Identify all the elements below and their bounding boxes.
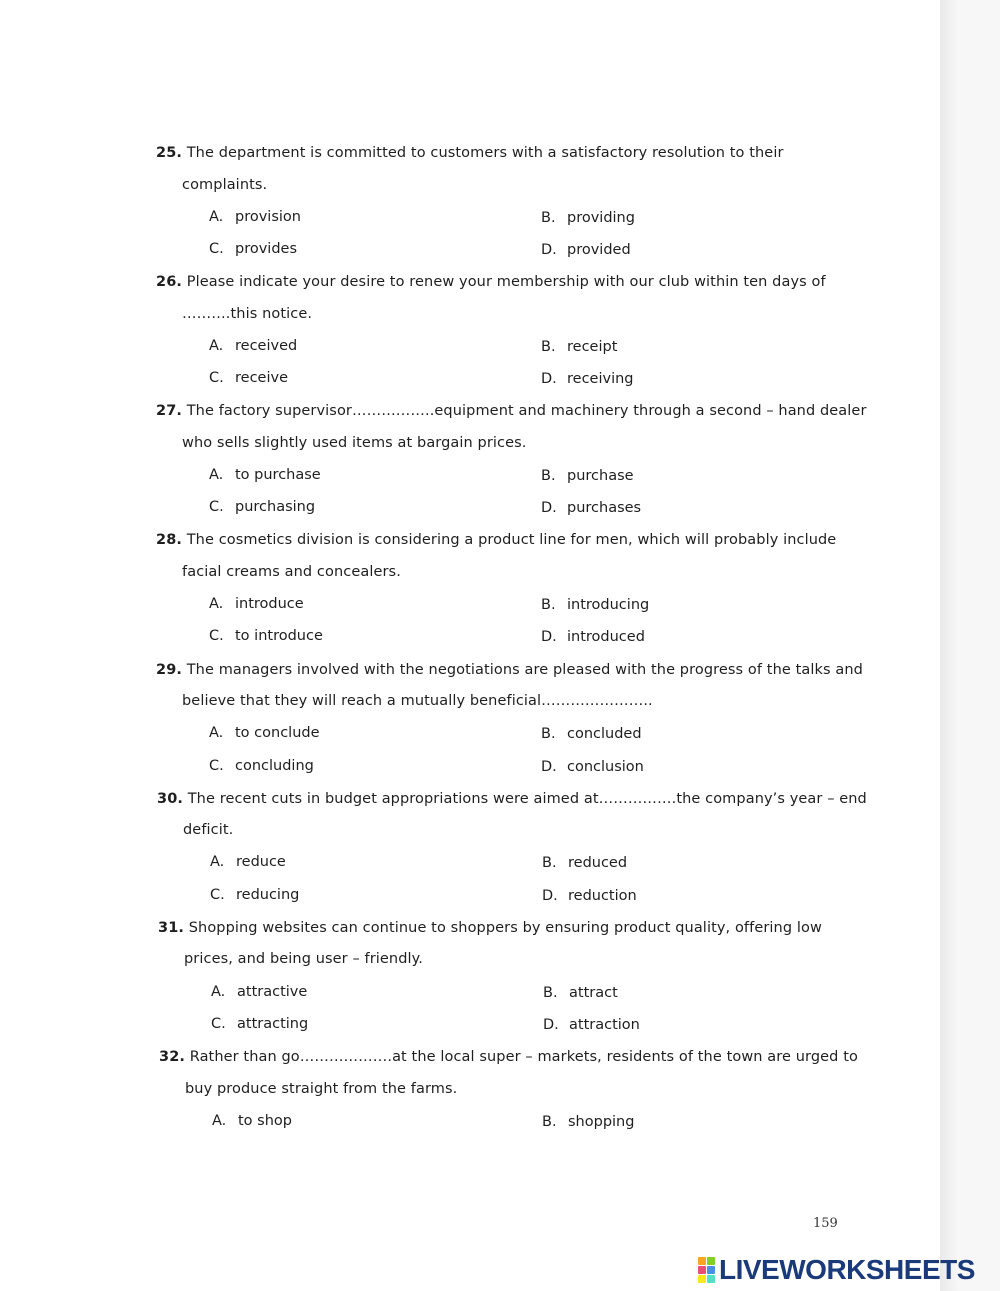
- option-text: introduce: [235, 596, 304, 612]
- option-text: purchase: [567, 468, 634, 484]
- option-text: to conclude: [235, 725, 320, 741]
- option-letter: B.: [541, 726, 556, 742]
- page-number: 159: [813, 1216, 838, 1231]
- question-line-2: complaints.: [182, 177, 268, 193]
- question-line-1: Please indicate your desire to renew your membership with our club within ten days of: [186, 274, 826, 290]
- page-edge-shadow: [940, 0, 1000, 1291]
- question-text: [156, 274, 826, 290]
- question-line-2: prices, and being user – friendly.: [184, 951, 423, 967]
- logo-square: [698, 1257, 706, 1265]
- option-letter: A.: [209, 209, 224, 225]
- question-number: 28.: [156, 532, 182, 548]
- question-number: 30.: [157, 791, 183, 807]
- option-c[interactable]: [210, 887, 299, 903]
- option-d[interactable]: [543, 1017, 640, 1033]
- question-text: [159, 1049, 858, 1065]
- question-line-1: The factory supervisor……………..equipment and machinery through a second – hand dealer: [186, 403, 867, 419]
- logo-square: [707, 1275, 715, 1283]
- option-letter: D.: [541, 759, 557, 775]
- option-text: received: [235, 338, 298, 354]
- option-text: provides: [235, 241, 298, 257]
- option-d[interactable]: [541, 629, 645, 645]
- question-text: [158, 920, 822, 936]
- question-line-1: Rather than go……………….at the local super – markets, residents of the town are urged to: [189, 1049, 858, 1065]
- option-text: reducing: [236, 887, 300, 903]
- liveworksheets-logo[interactable]: [698, 1255, 975, 1285]
- option-text: shopping: [568, 1114, 635, 1130]
- option-letter: B.: [541, 339, 556, 355]
- option-letter: B.: [541, 210, 556, 226]
- question-line-1: The managers involved with the negotiations are pleased with the progress of the talks and: [186, 662, 863, 678]
- option-b[interactable]: [543, 985, 618, 1001]
- option-d[interactable]: [541, 242, 631, 258]
- question-line-2: facial creams and concealers.: [182, 564, 401, 580]
- option-a[interactable]: [209, 467, 321, 483]
- option-letter: B.: [542, 855, 557, 871]
- option-text: introducing: [567, 597, 650, 613]
- option-text: to introduce: [235, 628, 323, 644]
- option-a[interactable]: [211, 984, 307, 1000]
- option-letter: D.: [541, 500, 557, 516]
- option-letter: D.: [542, 888, 558, 904]
- logo-text: LIVEWORKSHEETS: [719, 1254, 975, 1285]
- option-d[interactable]: [541, 371, 634, 387]
- option-text: attract: [569, 985, 618, 1001]
- option-text: to shop: [238, 1113, 292, 1129]
- option-letter: C.: [209, 370, 224, 386]
- option-text: conclusion: [567, 759, 644, 775]
- option-letter: A.: [209, 467, 224, 483]
- option-letter: C.: [210, 887, 225, 903]
- option-c[interactable]: [211, 1016, 308, 1032]
- question-line-2: deficit.: [183, 822, 234, 838]
- question-number: 25.: [156, 145, 182, 161]
- option-text: attracting: [237, 1016, 309, 1032]
- option-text: reduced: [568, 855, 628, 871]
- option-b[interactable]: [542, 855, 627, 871]
- option-text: reduction: [568, 888, 637, 904]
- question-number: 32.: [159, 1049, 185, 1065]
- option-a[interactable]: [212, 1113, 292, 1129]
- option-d[interactable]: [541, 500, 641, 516]
- option-letter: A.: [209, 338, 224, 354]
- option-letter: C.: [209, 241, 224, 257]
- option-b[interactable]: [542, 1114, 634, 1130]
- question-line-2: ……….this notice.: [182, 306, 313, 322]
- question-text: [157, 791, 867, 807]
- question-line-2: who sells slightly used items at bargain prices.: [182, 435, 527, 451]
- logo-square: [698, 1275, 706, 1283]
- option-b[interactable]: [541, 339, 617, 355]
- option-text: introduced: [567, 629, 645, 645]
- option-d[interactable]: [542, 888, 637, 904]
- option-text: provision: [235, 209, 301, 225]
- question-line-2: believe that they will reach a mutually beneficial…………………..: [182, 693, 653, 709]
- option-letter: C.: [209, 499, 224, 515]
- option-letter: D.: [541, 242, 557, 258]
- question-text: [156, 662, 863, 678]
- option-letter: B.: [543, 985, 558, 1001]
- option-letter: A.: [209, 596, 224, 612]
- option-d[interactable]: [541, 759, 644, 775]
- option-text: concluding: [235, 758, 314, 774]
- option-a[interactable]: [209, 596, 304, 612]
- option-c[interactable]: [209, 370, 288, 386]
- option-text: to purchase: [235, 467, 321, 483]
- option-letter: D.: [541, 629, 557, 645]
- option-letter: A.: [209, 725, 224, 741]
- option-b[interactable]: [541, 468, 634, 484]
- option-letter: C.: [209, 628, 224, 644]
- option-letter: B.: [541, 468, 556, 484]
- option-text: receipt: [567, 339, 618, 355]
- option-text: concluded: [567, 726, 642, 742]
- option-letter: C.: [209, 758, 224, 774]
- option-text: attractive: [237, 984, 308, 1000]
- option-letter: B.: [541, 597, 556, 613]
- option-text: purchases: [567, 500, 642, 516]
- option-b[interactable]: [541, 597, 649, 613]
- option-a[interactable]: [209, 209, 301, 225]
- option-a[interactable]: [209, 338, 297, 354]
- logo-square: [707, 1257, 715, 1265]
- option-letter: D.: [541, 371, 557, 387]
- option-text: receiving: [567, 371, 634, 387]
- option-c[interactable]: [209, 241, 297, 257]
- question-line-1: Shopping websites can continue to shoppers by ensuring product quality, offering low: [188, 920, 822, 936]
- option-letter: A.: [212, 1113, 227, 1129]
- option-text: providing: [567, 210, 635, 226]
- option-letter: A.: [211, 984, 226, 1000]
- option-a[interactable]: [210, 854, 286, 870]
- question-number: 27.: [156, 403, 182, 419]
- option-text: receive: [235, 370, 288, 386]
- option-letter: A.: [210, 854, 225, 870]
- question-number: 31.: [158, 920, 184, 936]
- option-c[interactable]: [209, 628, 323, 644]
- logo-square: [698, 1266, 706, 1274]
- question-number: 29.: [156, 662, 182, 678]
- question-line-1: The cosmetics division is considering a product line for men, which will probably include: [186, 532, 837, 548]
- logo-mark-icon: [698, 1257, 715, 1283]
- question-text: [156, 532, 836, 548]
- option-text: purchasing: [235, 499, 316, 515]
- option-letter: D.: [543, 1017, 559, 1033]
- question-text: [156, 403, 867, 419]
- question-text: [156, 145, 784, 161]
- option-c[interactable]: [209, 499, 315, 515]
- question-line-1: The recent cuts in budget appropriations were aimed at…………….the company’s year – end: [187, 791, 867, 807]
- option-c[interactable]: [209, 758, 314, 774]
- option-letter: B.: [542, 1114, 557, 1130]
- option-text: provided: [567, 242, 631, 258]
- logo-square: [707, 1266, 715, 1274]
- option-b[interactable]: [541, 726, 642, 742]
- question-number: 26.: [156, 274, 182, 290]
- question-line-1: The department is committed to customers with a satisfactory resolution to their: [186, 145, 784, 161]
- question-line-2: buy produce straight from the farms.: [185, 1081, 458, 1097]
- option-a[interactable]: [209, 725, 320, 741]
- option-text: reduce: [236, 854, 286, 870]
- option-letter: C.: [211, 1016, 226, 1032]
- option-text: attraction: [569, 1017, 640, 1033]
- option-b[interactable]: [541, 210, 635, 226]
